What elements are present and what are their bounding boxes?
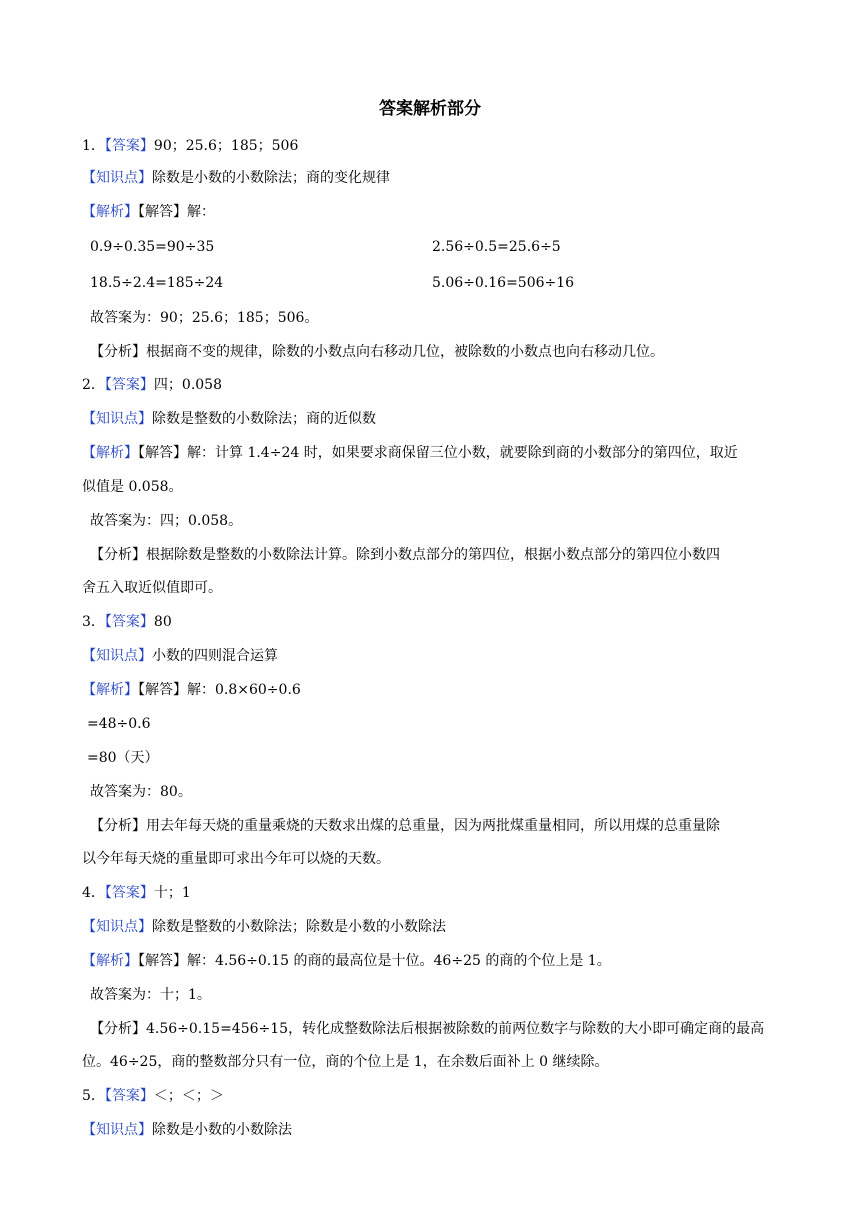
q1-answer-line: [82, 136, 298, 156]
fenxi-tag: 【分析】: [90, 547, 146, 563]
q2-solution-line-1: [82, 443, 738, 463]
q3-solution-line-3: =80（天）: [87, 750, 159, 766]
q2-number: 2．: [82, 377, 105, 393]
q5-answer: ＜；＜；＞: [153, 1088, 224, 1104]
q3-fenxi-line-1: [90, 816, 720, 836]
q1-answer: 90；25.6；185；506: [153, 138, 299, 154]
answer-tag: 【答案】: [104, 138, 154, 154]
q3-knowledge-line: [82, 646, 278, 666]
q4-solution-line-1: [82, 951, 611, 971]
q2-sol-1: 解：计算 1.4÷24 时，如果要求商保留三位小数，就要除到商的小数部分的第四位，取近: [187, 445, 738, 461]
q1-knowledge-line: [82, 168, 390, 188]
answer-tag: 【答案】: [104, 377, 154, 393]
q2-fenxi-line-2: 舍五入取近似值即可。: [82, 580, 222, 596]
q2-fenxi-line-1: [90, 545, 720, 565]
q1-fenxi-line: [90, 342, 664, 362]
q4-fenxi-line-1: [90, 1019, 764, 1039]
q2-knowledge: 除数是整数的小数除法；商的近似数: [152, 411, 376, 427]
analysis-tag: 【解析】: [82, 445, 138, 461]
q1-fenxi: 根据商不变的规律，除数的小数点向右移动几位，被除数的小数点也向右移动几位。: [146, 344, 664, 360]
fenxi-tag: 【分析】: [90, 1021, 146, 1037]
q3-final: 故答案为：80。: [90, 784, 192, 800]
q1-equation-1: 0.9÷0.35=90÷35: [90, 239, 215, 255]
answer-tag: 【答案】: [104, 614, 154, 630]
analysis-tag: 【解析】: [82, 953, 138, 969]
q4-fenxi-line-2: 位。46÷25，商的整数部分只有一位，商的个位上是 1，在余数后面补上 0 继续除。: [82, 1054, 609, 1070]
q1-equation-3: 18.5÷2.4=185÷24: [90, 275, 224, 291]
q1-sol-text: 解：: [187, 204, 215, 220]
answer-tag: 【答案】: [104, 1088, 154, 1104]
q3-answer-line: [82, 612, 172, 632]
q4-number: 4．: [82, 885, 105, 901]
answer-tag: 【答案】: [104, 885, 154, 901]
q1-solution-line: [82, 202, 215, 222]
q1-equation-4: 5.06÷0.16=506÷16: [432, 275, 575, 291]
q4-knowledge: 除数是整数的小数除法；除数是小数的小数除法: [152, 919, 446, 935]
solution-tag: 【解答】: [138, 204, 187, 220]
q3-number: 3．: [82, 614, 105, 630]
q5-knowledge: 除数是小数的小数除法: [152, 1122, 292, 1138]
solution-tag: 【解答】: [138, 445, 187, 461]
q2-final: 故答案为：四；0.058。: [90, 513, 243, 529]
q4-sol-1: 解：4.56÷0.15 的商的最高位是十位。46÷25 的商的个位上是 1。: [187, 953, 611, 969]
q5-answer-line: [82, 1086, 224, 1106]
knowledge-tag: 【知识点】: [82, 411, 152, 427]
knowledge-tag: 【知识点】: [82, 919, 152, 935]
q5-number: 5．: [82, 1088, 105, 1104]
fenxi-tag: 【分析】: [90, 818, 146, 834]
q4-answer-line: [82, 883, 191, 903]
q3-solution-line-2: =48÷0.6: [87, 716, 151, 732]
q4-final: 故答案为：十；1。: [90, 987, 211, 1003]
page-title: 答案解析部分: [379, 99, 481, 119]
q3-solution-line-1: [82, 680, 301, 700]
q3-fenxi-line-2: 以今年每天烧的重量即可求出今年可以烧的天数。: [82, 851, 390, 867]
q1-final: 故答案为：90；25.6；185；506。: [90, 310, 319, 326]
q2-knowledge-line: [82, 409, 376, 429]
analysis-tag: 【解析】: [82, 682, 138, 698]
q4-knowledge-line: [82, 917, 446, 937]
q3-fenxi-1: 用去年每天烧的重量乘烧的天数求出煤的总重量，因为两批煤重量相同，所以用煤的总重量除: [146, 818, 720, 834]
q3-answer: 80: [153, 614, 172, 630]
q3-sol-1: 解：0.8×60÷0.6: [187, 682, 301, 698]
solution-tag: 【解答】: [138, 953, 187, 969]
q4-answer: 十；1: [153, 885, 191, 901]
fenxi-tag: 【分析】: [90, 344, 146, 360]
solution-tag: 【解答】: [138, 682, 187, 698]
q1-number: 1．: [82, 138, 105, 154]
q2-answer-line: [82, 375, 222, 395]
q1-knowledge: 除数是小数的小数除法；商的变化规律: [152, 170, 390, 186]
knowledge-tag: 【知识点】: [82, 170, 152, 186]
q3-knowledge: 小数的四则混合运算: [152, 648, 278, 664]
analysis-tag: 【解析】: [82, 204, 138, 220]
q2-fenxi-1: 根据除数是整数的小数除法计算。除到小数点部分的第四位，根据小数点部分的第四位小数四: [146, 547, 720, 563]
knowledge-tag: 【知识点】: [82, 648, 152, 664]
q2-answer: 四；0.058: [153, 377, 223, 393]
q5-knowledge-line: [82, 1120, 292, 1140]
knowledge-tag: 【知识点】: [82, 1122, 152, 1138]
q1-equation-2: 2.56÷0.5=25.6÷5: [432, 239, 561, 255]
q4-fenxi-1: 4.56÷0.15=456÷15，转化成整数除法后根据被除数的前两位数字与除数的大小即可确定商的最高: [146, 1021, 765, 1037]
q2-solution-line-2: 似值是 0.058。: [82, 479, 183, 495]
